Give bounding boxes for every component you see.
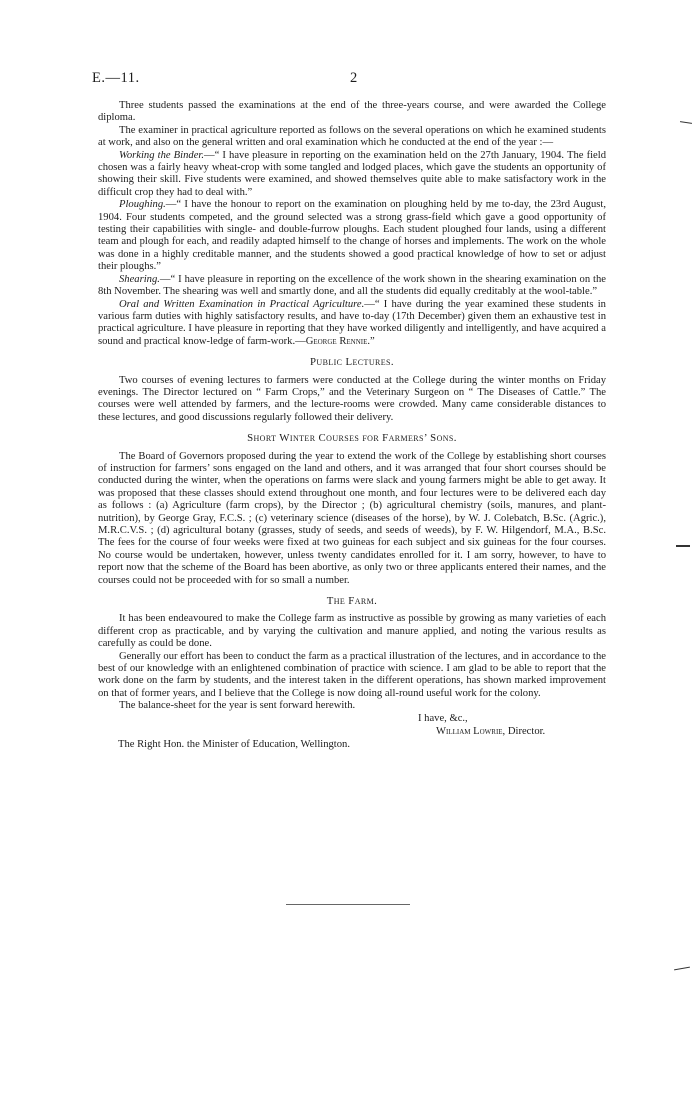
paragraph-diploma: Three students passed the examinations at the end of the three-years course, and were awarded the College diploma. bbox=[98, 100, 606, 124]
report-shearing bbox=[98, 274, 606, 299]
report-label: Ploughing. bbox=[119, 199, 166, 211]
signatory-name: William Lowrie, bbox=[436, 725, 506, 737]
report-label: Oral and Written Examination in Practical Agriculture. bbox=[119, 298, 365, 310]
margin-mark bbox=[676, 545, 690, 547]
report-binder bbox=[98, 150, 606, 200]
signoff-block bbox=[98, 713, 606, 753]
document-reference: E.—11. bbox=[92, 70, 140, 86]
report-text: —“ I have pleasure in reporting on the examination held on the 27th January, 1904. The field chosen was a fairly heavy wheat-crop with some tangled and lodged places, which gave the students an opportunity of showing their skill. Five students were examined, and showed themselves quite able to make satisfactory work in the difficult crop they had to deal with.” bbox=[98, 149, 606, 198]
document-body bbox=[98, 100, 606, 753]
signatory-title: Director. bbox=[505, 725, 546, 737]
report-label: Working the Binder. bbox=[119, 149, 204, 161]
closing-quote: ” bbox=[370, 335, 375, 347]
paragraph-lectures: Two courses of evening lectures to farmers were conducted at the College during the winter months on Friday evenings. The Director lectured on “ Farm Crops,” and the Veterinary Surgeon on “ The Diseases of Cattle.” The courses were well attended by farmers, and the lecture-rooms were crowded. Many came considerable distances to these lectures, and good discussions regularly followed their delivery. bbox=[98, 374, 606, 423]
report-ploughing bbox=[98, 199, 606, 273]
margin-mark bbox=[674, 967, 690, 971]
margin-mark bbox=[680, 121, 692, 124]
page-header bbox=[92, 70, 612, 90]
paragraph-farm-varieties: It has been endeavoured to make the College farm as instructive as possible by growing as many varieties of each different crop as practicable, and by varying the cultivation and manure applied, and noting the various results as carefully as could be done. bbox=[98, 613, 606, 650]
heading-short-courses: Short Winter Courses for Farmers’ Sons. bbox=[247, 432, 457, 445]
report-text: —“ I have during the year examined these students in various farm duties with highly satisfactory results, and have to-day (17th December) given them an exhaustive test in practical agriculture. I have pleasure in reporting that they have worked diligently and intelligently, and have acquired a sound and practical know-ledge of farm-work.— bbox=[98, 298, 606, 347]
report-text: —“ I have the honour to report on the examination on ploughing held by me to-day, the 23rd August, 1904. Four students competed, and the ground selected was a strong grass-field which gave a good opportunity of testing their capabilities with single- and double-furrow ploughs. Each student ploughed four lands, using a different team and plough for each, and readily adapted himself to the change of horses and implements. The work on the whole was done in a highly creditable manner, and the students showed a good practical knowledge of how to set or adjust their ploughs.” bbox=[98, 199, 606, 273]
end-rule bbox=[286, 904, 410, 905]
report-label: Shearing. bbox=[119, 273, 160, 285]
signoff-signature bbox=[436, 726, 545, 738]
paragraph-short-courses: The Board of Governors proposed during the year to extend the work of the College by establishing short courses of instruction for farmers’ sons engaged on the land and others, and it was arranged that four short courses should be conducted during the winter, when the operations on farms were slack and young farmers might be able to get away. It was proposed that these classes should extend throughout one month, and four lectures were to be delivered each day as follows : (a) Agriculture (farm crops), by the Director ; (b) agricultural chemistry (soils, manures, and plant-nutrition), by George Gray, F.C.S. ; (c) veterinary science (diseases of the horse), by W. J. Colebatch, B.Sc. (Agric.), M.R.C.V.S. ; (d) agricultural botany (grasses, study of seeds, and seeds of weeds), by F. W. Hilgendorf, M.A., B.Sc. The fees for the course of four weeks were fixed at two guineas for each subject and six guineas for the four courses. No course would be undertaken, however, unless twenty candidates enrolled for it. I am sorry, however, to have to report now that the scheme of the Board has been abortive, as only two or three applicants entered their names, and the courses could not be proceeded with for so small a number. bbox=[98, 450, 606, 586]
addressee: The Right Hon. the Minister of Education, Wellington. bbox=[118, 738, 350, 750]
heading-the-farm: The Farm. bbox=[326, 595, 378, 608]
paragraph-examiner-intro: The examiner in practical agriculture reported as follows on the several operations on which he examined students at work, and also on the general written and oral examination which he conducted at the end of the year :— bbox=[98, 124, 606, 149]
page-number: 2 bbox=[350, 70, 358, 86]
paragraph-farm-effort: Generally our effort has been to conduct the farm as a practical illustration of the lectures, and in accordance to the best of our knowledge with an enlightened combination of practice with science. I am glad to be able to report that the work done on the farm by students, and the interest taken in the different operations, has shown marked improvement on that of former years, and I believe that the College is now doing all-round useful work for the colony. bbox=[98, 650, 606, 699]
report-text: —“ I have pleasure in reporting on the excellence of the work shown in the shearing examination on the 8th November. The shearing was well and smartly done, and all the students did equally creditably at the wool-table.” bbox=[98, 273, 606, 298]
paragraph-balance-sheet: The balance-sheet for the year is sent forward herewith. bbox=[119, 700, 356, 712]
heading-public-lectures: Public Lectures. bbox=[310, 356, 394, 369]
signoff-greeting: I have, &c., bbox=[418, 712, 468, 724]
report-oral-written bbox=[98, 299, 606, 349]
examiner-signature: George Rennie. bbox=[305, 335, 371, 347]
